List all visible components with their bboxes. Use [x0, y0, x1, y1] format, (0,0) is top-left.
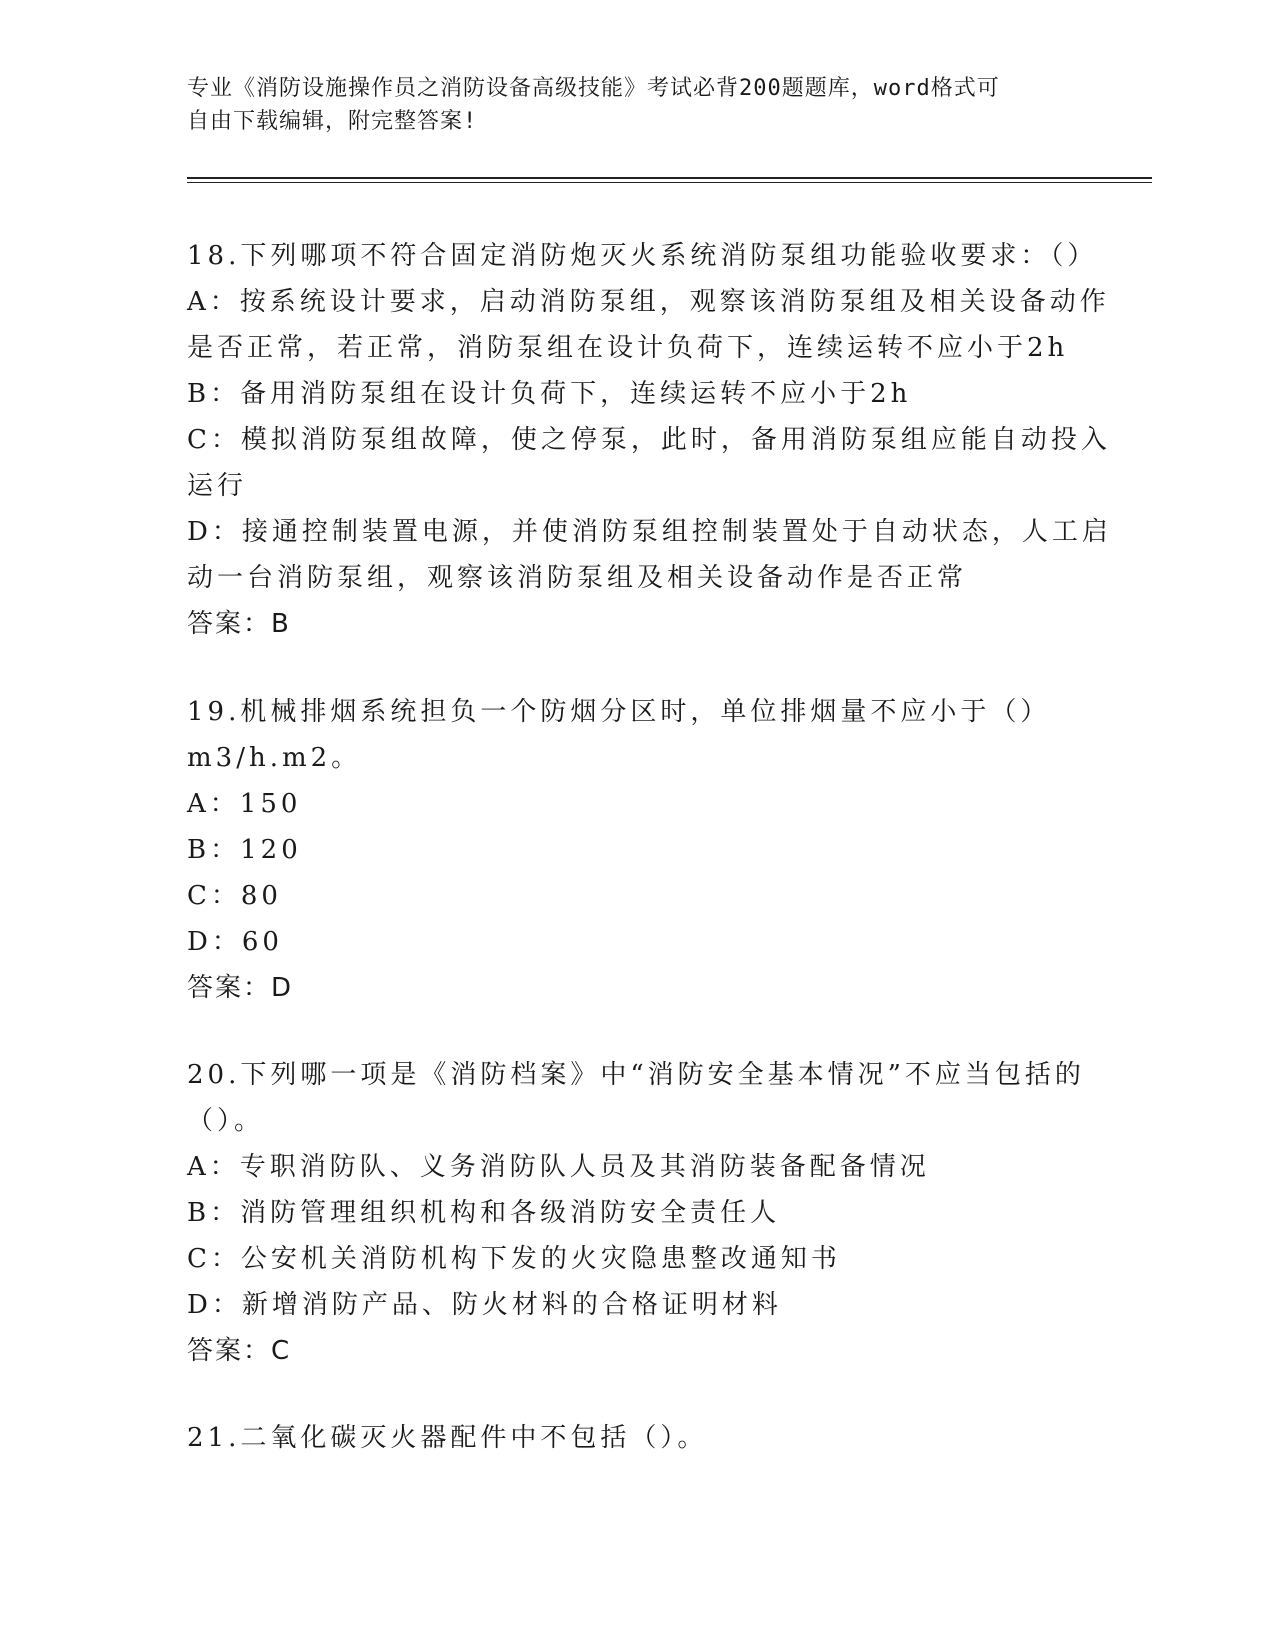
header-line-2: 自由下载编辑，附完整答案!	[187, 109, 478, 134]
option-a: A：150	[187, 789, 302, 819]
question-19	[187, 689, 1067, 1011]
option-c-continued: 运行	[187, 471, 248, 501]
option-b: B：备用消防泵组在设计负荷下，连续运转不应小于2h	[187, 379, 912, 409]
question-stem: 19.机械排烟系统担负一个防烟分区时，单位排烟量不应小于（）	[187, 697, 1051, 727]
question-stem-continued: （）。	[187, 1106, 265, 1136]
option-b: B：120	[187, 835, 302, 865]
question-21	[187, 1415, 1067, 1461]
header-line-1: 专业《消防设施操作员之消防设备高级技能》考试必背200题题库，word格式可	[187, 76, 1000, 101]
document-header	[187, 72, 1067, 138]
answer-label: 答案：B	[187, 609, 291, 639]
option-d: D：接通控制装置电源，并使消防泵组控制装置处于自动状态，人工启	[187, 517, 1112, 547]
option-b: B：消防管理组织机构和各级消防安全责任人	[187, 1198, 781, 1228]
question-stem-continued: m3/h.m2。	[187, 743, 362, 773]
header-divider-thin	[187, 182, 1152, 183]
option-c: C：80	[187, 881, 282, 911]
option-c: C：模拟消防泵组故障，使之停泵，此时，备用消防泵组应能自动投入	[187, 425, 1111, 455]
question-18	[187, 233, 1112, 647]
question-20	[187, 1052, 1085, 1374]
question-stem: 18.下列哪项不符合固定消防炮灭火系统消防泵组功能验收要求：（）	[187, 241, 1098, 271]
option-c: C：公安机关消防机构下发的火灾隐患整改通知书	[187, 1244, 841, 1274]
header-divider-thick	[187, 177, 1152, 179]
answer-label: 答案：C	[187, 1336, 292, 1366]
option-a: A：专职消防队、义务消防队人员及其消防装备配备情况	[187, 1152, 930, 1182]
option-a: A：按系统设计要求，启动消防泵组，观察该消防泵组及相关设备动作	[187, 287, 1110, 317]
option-d: D：新增消防产品、防火材料的合格证明材料	[187, 1290, 782, 1320]
option-d: D：60	[187, 927, 283, 957]
answer-label: 答案：D	[187, 973, 294, 1003]
option-d-continued: 动一台消防泵组，观察该消防泵组及相关设备动作是否正常	[187, 563, 968, 593]
option-a-continued: 是否正常，若正常，消防泵组在设计负荷下，连续运转不应小于2h	[187, 333, 1069, 363]
question-stem: 20.下列哪一项是《消防档案》中“消防安全基本情况”不应当包括的	[187, 1060, 1085, 1090]
question-stem: 21.二氧化碳灭火器配件中不包括（）。	[187, 1423, 708, 1453]
